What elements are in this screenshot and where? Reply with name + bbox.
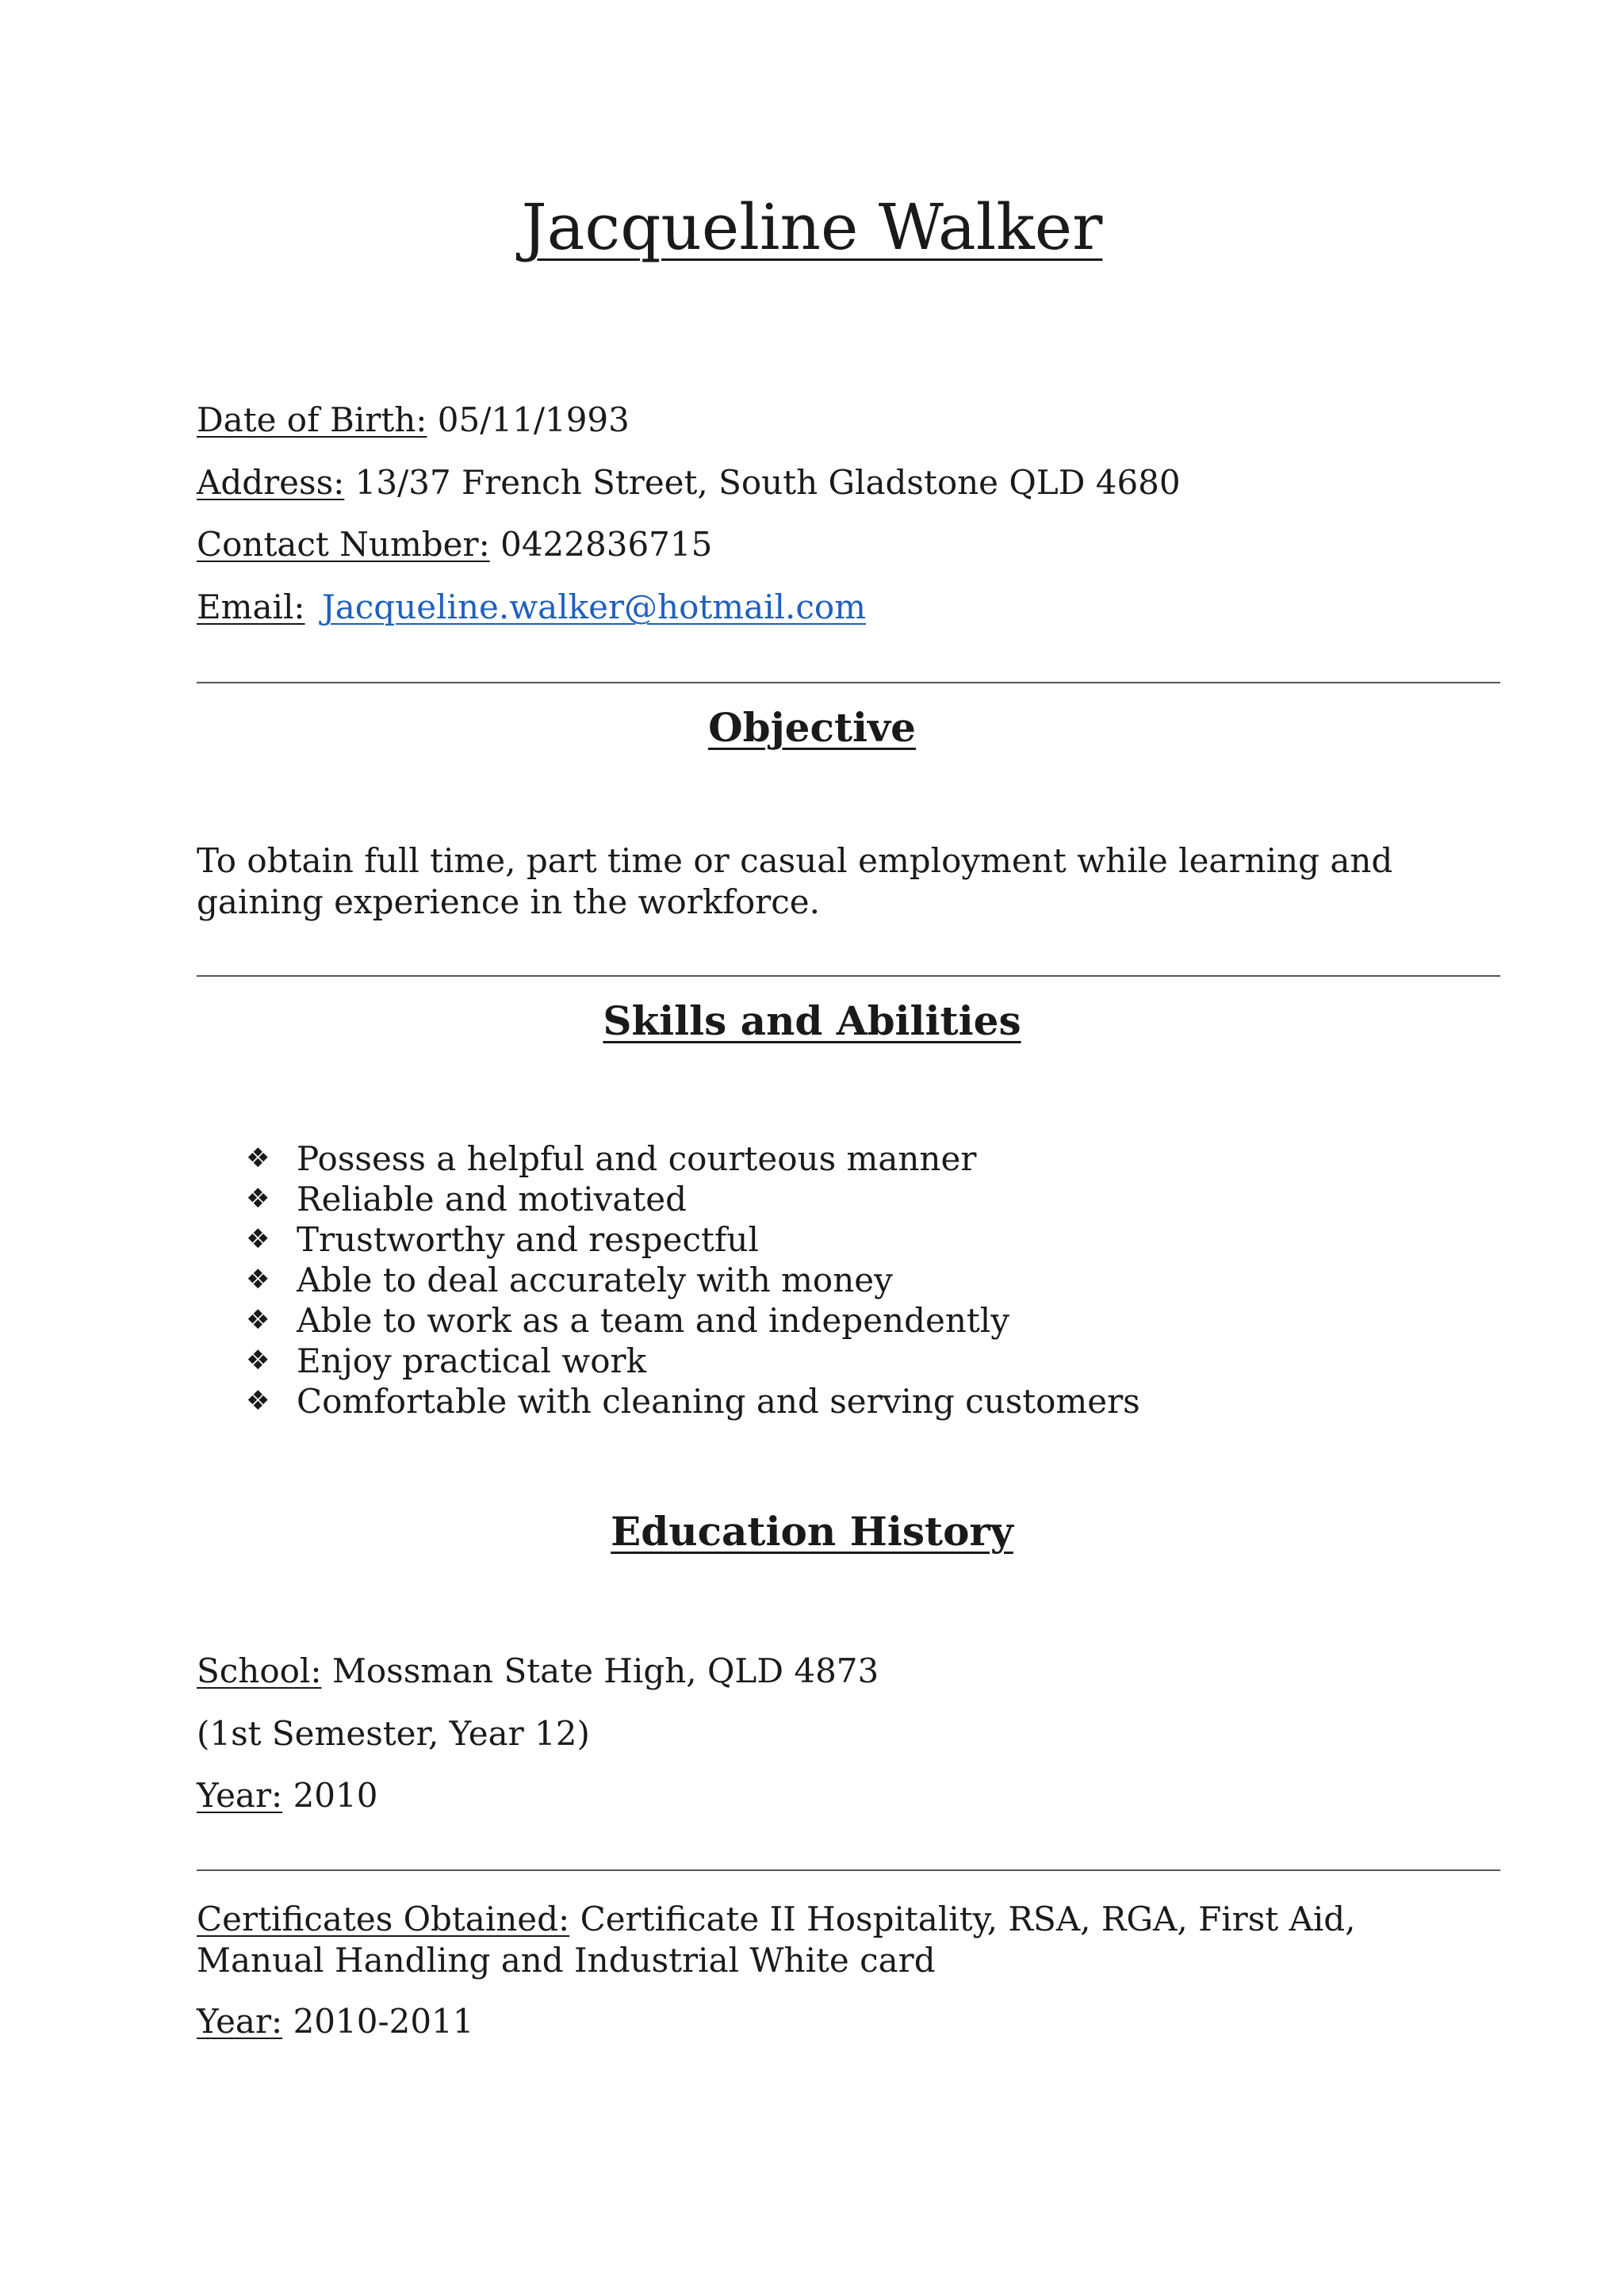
certificates-year-line [197, 2002, 474, 2041]
education-year-value: 2010 [293, 1776, 378, 1815]
semester-line: (1st Semester, Year 12) [197, 1714, 590, 1753]
address-value: 13/37 French Street, South Gladstone QLD 4680 [354, 463, 1181, 502]
diamond-bullet-icon: ❖ [246, 1142, 270, 1174]
dob-value: 05/11/1993 [437, 400, 630, 439]
diamond-bullet-icon: ❖ [246, 1345, 270, 1376]
skill-text: Possess a helpful and courteous manner [297, 1139, 977, 1178]
skill-item [246, 1260, 1140, 1300]
address-line [197, 463, 1181, 502]
diamond-bullet-icon: ❖ [246, 1304, 270, 1336]
divider-line [197, 975, 1500, 977]
email-label: Email: [197, 587, 305, 626]
certificates-year-label: Year: [197, 2002, 283, 2041]
objective-text: To obtain full time, part time or casual employment while learning and gaining experience in the workforce. [197, 841, 1393, 921]
skill-item [246, 1341, 1140, 1381]
skill-item [246, 1179, 1140, 1219]
education-year-line [197, 1776, 377, 1815]
skills-list [246, 1138, 1140, 1422]
skill-text: Able to work as a team and independently [297, 1301, 1009, 1340]
contact-label: Contact Number: [197, 525, 490, 564]
diamond-bullet-icon: ❖ [246, 1223, 270, 1255]
diamond-bullet-icon: ❖ [246, 1183, 270, 1215]
skill-text: Comfortable with cleaning and serving customers [297, 1382, 1140, 1421]
education-heading: Education History [611, 1508, 1013, 1555]
school-line [197, 1651, 879, 1690]
email-line [197, 587, 866, 626]
resume-name: Jacqueline Walker [521, 190, 1103, 264]
contact-value: 0422836715 [500, 525, 713, 564]
skill-text: Enjoy practical work [297, 1341, 647, 1380]
certificates-value: Certificate II Hospitality, RSA, RGA, First Aid, Manual Handling and Industrial White card [197, 1900, 1356, 1980]
education-year-label: Year: [197, 1776, 283, 1815]
school-value: Mossman State High, QLD 4873 [331, 1651, 879, 1690]
skill-text: Reliable and motivated [297, 1180, 688, 1219]
diamond-bullet-icon: ❖ [246, 1385, 270, 1417]
diamond-bullet-icon: ❖ [246, 1264, 270, 1295]
contact-line [197, 525, 712, 564]
skills-heading: Skills and Abilities [603, 997, 1021, 1044]
skill-item [246, 1138, 1140, 1179]
dob-label: Date of Birth: [197, 400, 427, 439]
address-label: Address: [197, 463, 345, 502]
skill-item [246, 1381, 1140, 1422]
skill-item [246, 1300, 1140, 1341]
certificates-paragraph [197, 1899, 1402, 1981]
skill-text: Trustworthy and respectful [297, 1220, 759, 1259]
divider-line [197, 1869, 1500, 1871]
school-label: School: [197, 1651, 322, 1690]
skill-item [246, 1219, 1140, 1260]
certificates-year-value: 2010-2011 [293, 2002, 474, 2041]
skill-text: Able to deal accurately with money [297, 1261, 893, 1299]
divider-line [197, 682, 1500, 683]
dob-line [197, 400, 630, 439]
email-link[interactable]: Jacqueline.walker@hotmail.com [321, 587, 866, 626]
certificates-label: Certificates Obtained: [197, 1900, 570, 1938]
objective-heading: Objective [708, 704, 916, 751]
